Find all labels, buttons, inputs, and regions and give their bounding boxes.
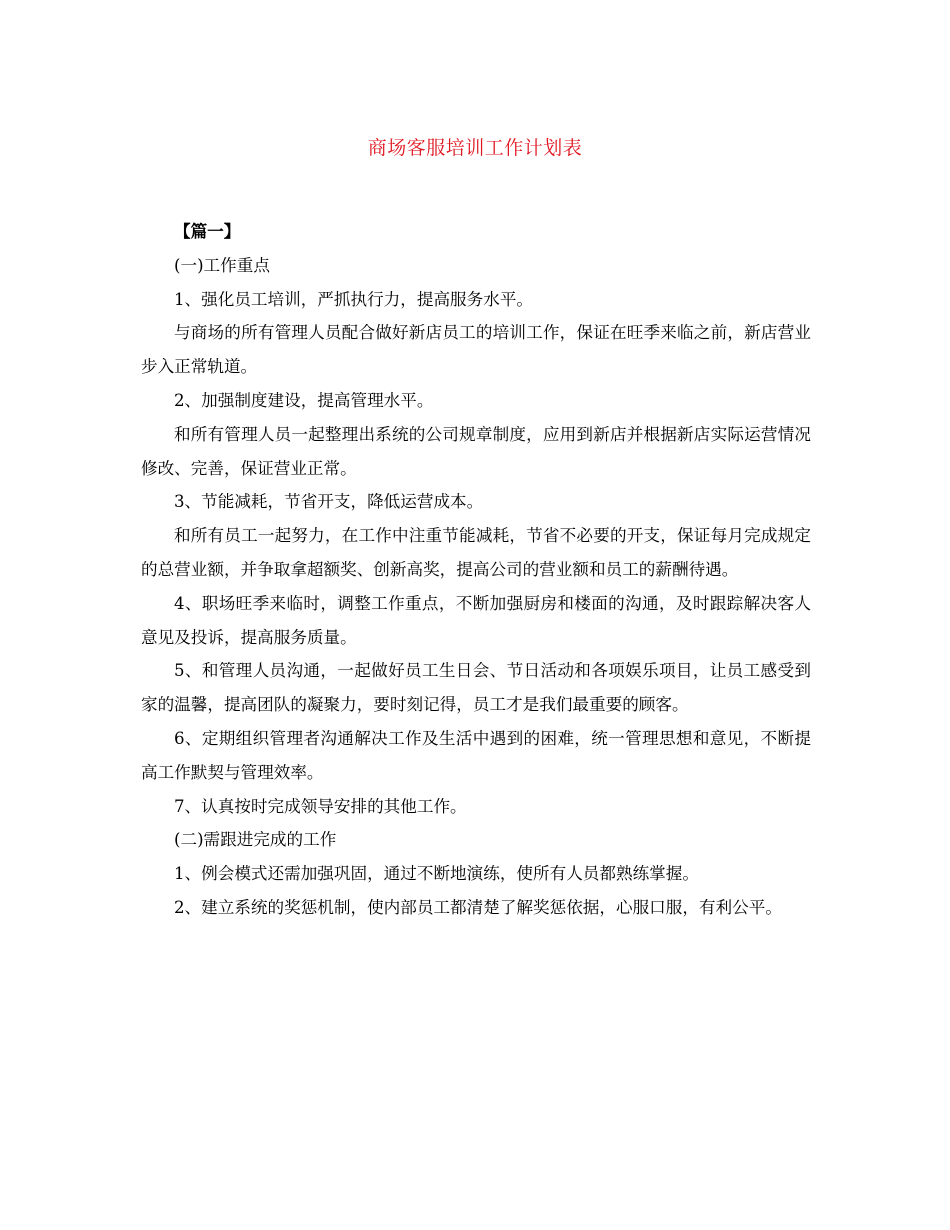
list-item: 6、定期组织管理者沟通解决工作及生活中遇到的困难，统一管理思想和意见，不断提高工作默契与管理效率。	[141, 728, 811, 782]
paragraph: 和所有员工一起努力，在工作中注重节能减耗，节省不必要的开支，保证每月完成规定的总营业额，并争取拿超额奖、创新高奖，提高公司的营业额和员工的薪酬待遇。	[141, 526, 811, 579]
section-heading: 【篇一】	[174, 221, 241, 241]
document-body	[141, 215, 811, 925]
subheading-followup-work: (二)需跟进完成的工作	[174, 830, 337, 850]
list-item: 2、加强制度建设，提高管理水平。	[174, 390, 434, 410]
list-item: 5、和管理人员沟通，一起做好员工生日会、节日活动和各项娱乐项目，让员工感受到家的温馨，提高团队的凝聚力，要时刻记得，员工才是我们最重要的顾客。	[141, 661, 811, 715]
list-item: 3、节能减耗，节省开支，降低运营成本。	[174, 492, 484, 512]
list-item: 4、职场旺季来临时，调整工作重点，不断加强厨房和楼面的沟通，及时跟踪解决客人意见及投诉，提高服务质量。	[141, 593, 811, 647]
list-item: 2、建立系统的奖惩机制，使内部员工都清楚了解奖惩依据，心服口服，有利公平。	[174, 897, 782, 917]
list-item: 7、认真按时完成领导安排的其他工作。	[174, 796, 467, 816]
list-item: 1、强化员工培训，严抓执行力，提高服务水平。	[174, 289, 534, 309]
list-item: 1、例会模式还需加强巩固，通过不断地演练，使所有人员都熟练掌握。	[174, 864, 699, 884]
document-title: 商场客服培训工作计划表	[367, 137, 583, 159]
paragraph: 和所有管理人员一起整理出系统的公司规章制度，应用到新店并根据新店实际运营情况修改、完善，保证营业正常。	[141, 424, 811, 478]
subheading-work-focus: (一)工作重点	[174, 255, 270, 275]
paragraph: 与商场的所有管理人员配合做好新店员工的培训工作，保证在旺季来临之前，新店营业步入正常轨道。	[141, 323, 811, 377]
